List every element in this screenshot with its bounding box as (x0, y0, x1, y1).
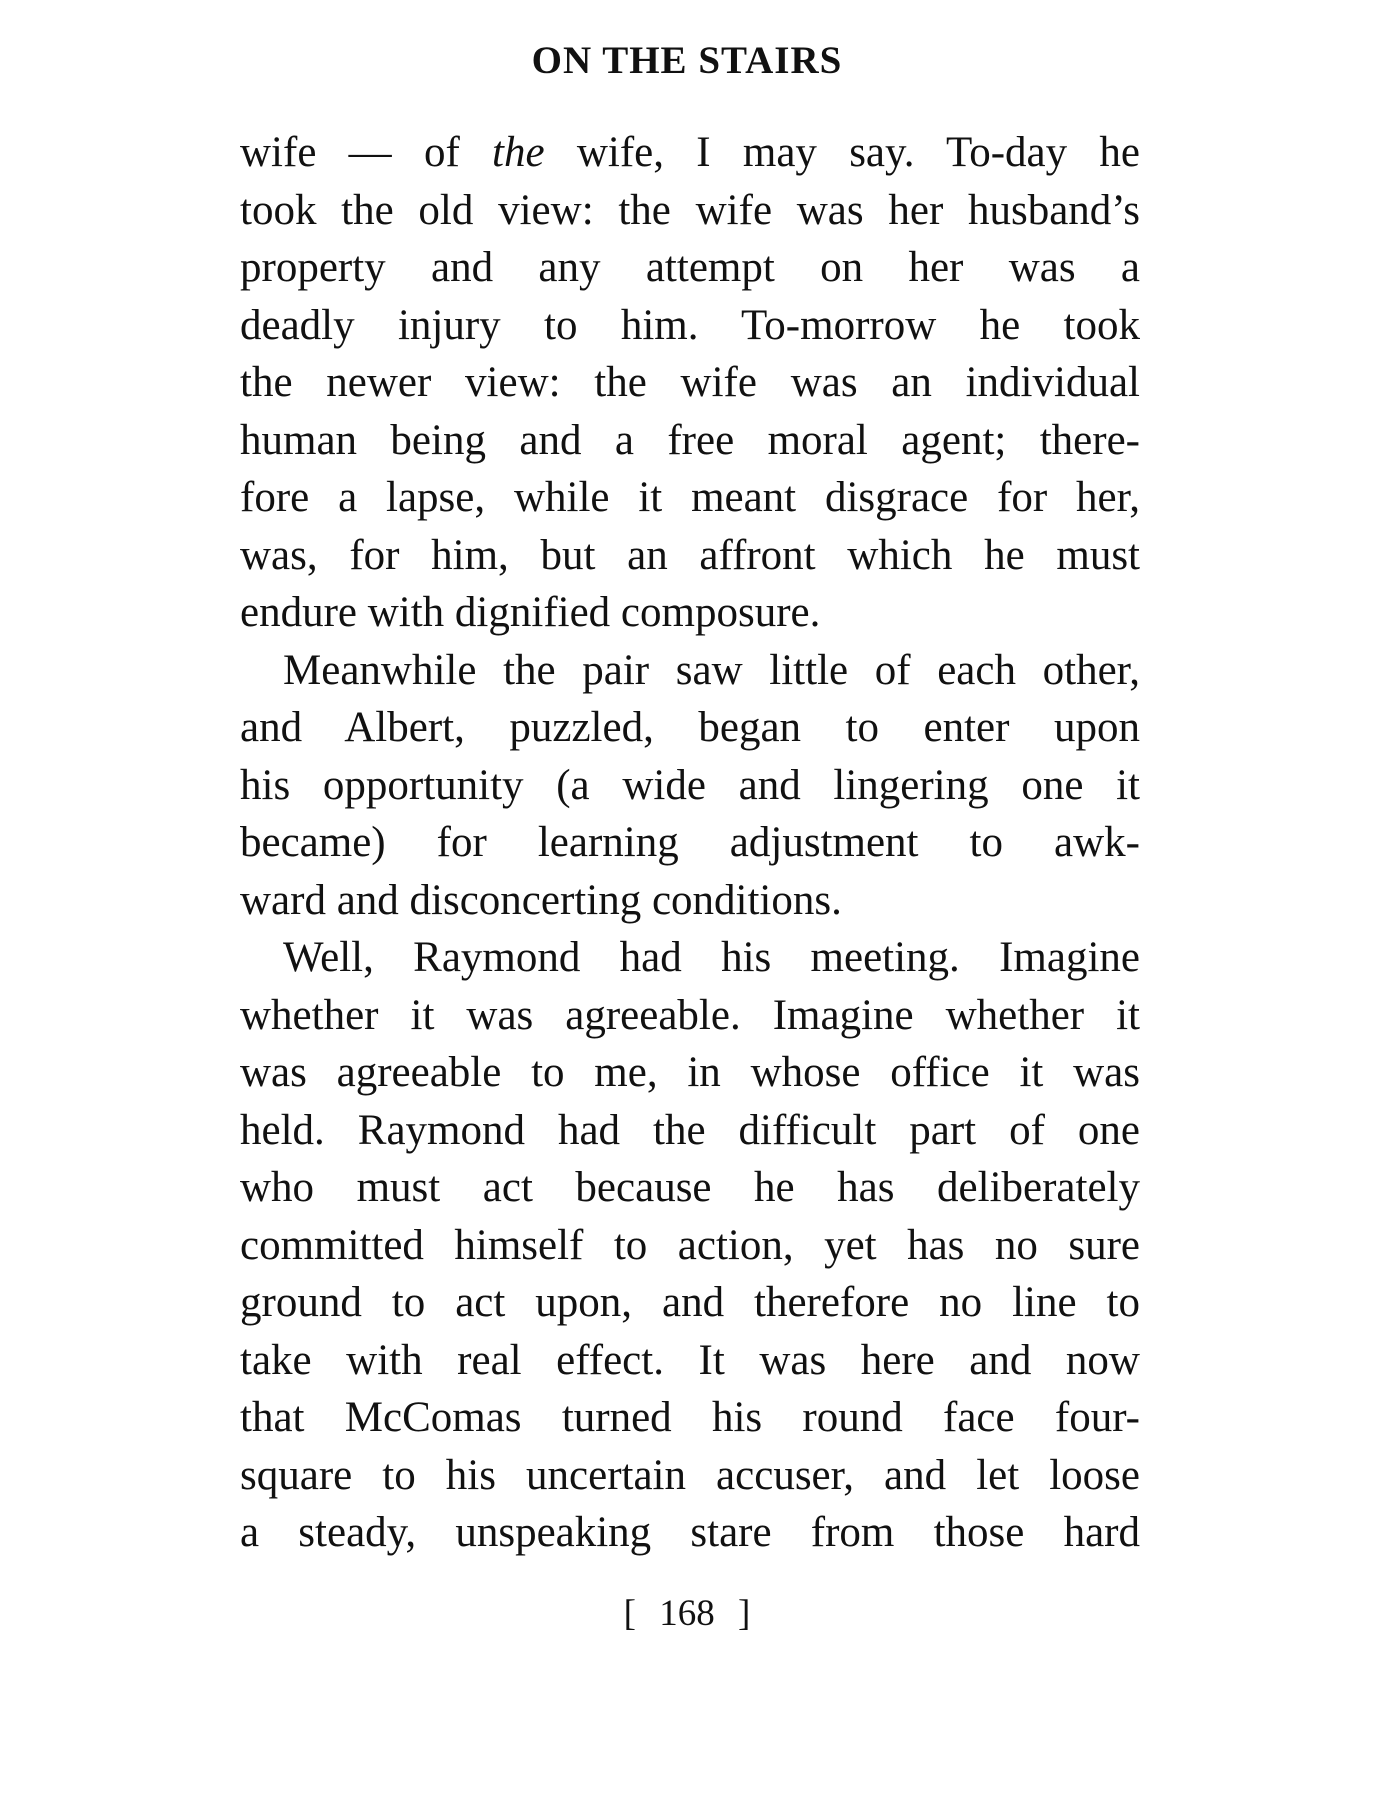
text-line: a steady, unspeaking stare from those hard (240, 1509, 1140, 1556)
page-body (240, 124, 1140, 1562)
text-line: deadly injury to him. To-morrow he took (240, 301, 1140, 349)
text-line: that McComas turned his round face four- (240, 1394, 1140, 1441)
text-line: held. Raymond had the difficult part of one (240, 1106, 1140, 1154)
text-line: became) for learning adjustment to awk- (240, 819, 1140, 866)
text-line: and Albert, puzzled, began to enter upon (240, 704, 1140, 751)
text-line: committed himself to action, yet has no sure (240, 1221, 1140, 1269)
text-line: whether it was agreeable. Imagine whether it (240, 991, 1140, 1039)
text-line: was, for him, but an affront which he must (240, 531, 1140, 579)
text-line: human being and a free moral agent; there- (240, 416, 1140, 464)
paragraph-start-line: Well, Raymond had his meeting. Imagine (283, 934, 1140, 981)
text-line: the newer view: the wife was an individual (240, 359, 1140, 406)
text-line: fore a lapse, while it meant disgrace for her, (240, 474, 1140, 521)
italic-word: the (492, 129, 545, 176)
text-line: property and any attempt on her was a (240, 244, 1140, 291)
paragraph-start-line: Meanwhile the pair saw little of each other, (283, 646, 1140, 694)
text-line: ward and disconcerting conditions. (240, 876, 842, 924)
text-line: ground to act upon, and therefore no line to (240, 1279, 1140, 1326)
text-line: his opportunity (a wide and lingering one it (240, 761, 1140, 809)
text-line: was agreeable to me, in whose office it was (240, 1049, 1140, 1096)
text-line: wife — of the wife, I may say. To-day he (240, 129, 1140, 176)
text-line: endure with dignified composure. (240, 589, 821, 636)
running-head: ON THE STAIRS (531, 39, 843, 82)
text-line: square to his uncertain accuser, and let loose (240, 1451, 1140, 1499)
text-line: take with real effect. It was here and now (240, 1336, 1140, 1384)
text-line: took the old view: the wife was her husband’s (240, 186, 1140, 234)
text-line: who must act because he has deliberately (240, 1164, 1140, 1211)
page-number: [ 168 ] (623, 1593, 751, 1634)
